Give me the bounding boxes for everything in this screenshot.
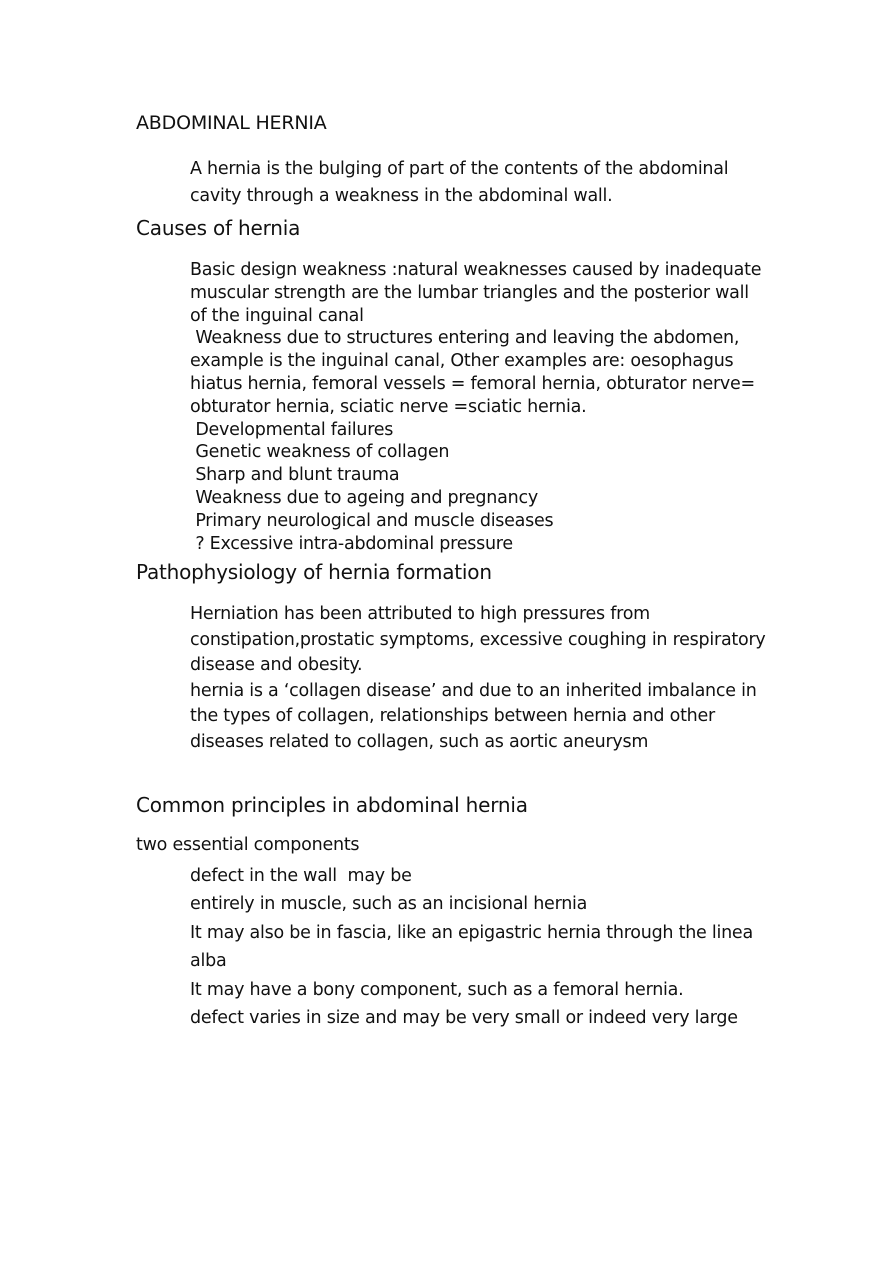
- causes-line: Weakness due to ageing and pregnancy: [190, 487, 538, 508]
- principles-lead: two essential components: [136, 835, 360, 855]
- causes-list: [190, 259, 761, 555]
- causes-line: Basic design weakness :natural weaknesses caused by inadequate: [190, 260, 762, 280]
- causes-line: Developmental failures: [190, 419, 394, 440]
- principles-line: entirely in muscle, such as an incisional hernia: [190, 894, 588, 915]
- causes-line: Genetic weakness of collagen: [190, 442, 450, 463]
- pathophysiology-line: Herniation has been attributed to high pressures from: [190, 604, 650, 624]
- principles-line: defect in the wall may be: [190, 866, 412, 886]
- causes-line: example is the inguinal canal, Other examples are: oesophagus: [190, 351, 734, 372]
- causes-line: Weakness due to structures entering and leaving the abdomen,: [190, 328, 740, 349]
- intro-line: A hernia is the bulging of part of the contents of the abdominal: [190, 159, 729, 179]
- principles-list: [190, 862, 753, 1032]
- causes-line: muscular strength are the lumbar triangles and the posterior wall: [190, 282, 749, 303]
- principles-line: defect varies in size and may be very small or indeed very large: [190, 1008, 738, 1029]
- pathophysiology-line: disease and obesity.: [190, 655, 363, 676]
- intro-paragraph: [190, 156, 728, 209]
- pathophysiology-heading: Pathophysiology of hernia formation: [136, 560, 492, 584]
- causes-line: Sharp and blunt trauma: [190, 465, 400, 486]
- causes-line: hiatus hernia, femoral vessels = femoral hernia, obturator nerve=: [190, 373, 755, 394]
- intro-line: cavity through a weakness in the abdominal wall.: [190, 185, 613, 206]
- causes-heading: Causes of hernia: [136, 216, 301, 240]
- pathophysiology-line: diseases related to collagen, such as aortic aneurysm: [190, 731, 649, 752]
- document-title: ABDOMINAL HERNIA: [136, 112, 327, 134]
- causes-line: Primary neurological and muscle diseases: [190, 510, 554, 531]
- causes-line: obturator hernia, sciatic nerve =sciatic hernia.: [190, 396, 587, 417]
- causes-line: ? Excessive intra-abdominal pressure: [190, 533, 513, 554]
- principles-heading: Common principles in abdominal hernia: [136, 793, 528, 817]
- pathophysiology-paragraph: [190, 602, 766, 756]
- principles-line: alba: [190, 951, 227, 972]
- causes-line: of the inguinal canal: [190, 305, 364, 326]
- pathophysiology-line: hernia is a ‘collagen disease’ and due to an inherited imbalance in: [190, 680, 757, 701]
- principles-line: It may also be in fascia, like an epigastric hernia through the linea: [190, 922, 753, 943]
- principles-line: It may have a bony component, such as a femoral hernia.: [190, 979, 684, 1000]
- pathophysiology-line: the types of collagen, relationships between hernia and other: [190, 706, 715, 727]
- pathophysiology-line: constipation,prostatic symptoms, excessive coughing in respiratory: [190, 629, 766, 650]
